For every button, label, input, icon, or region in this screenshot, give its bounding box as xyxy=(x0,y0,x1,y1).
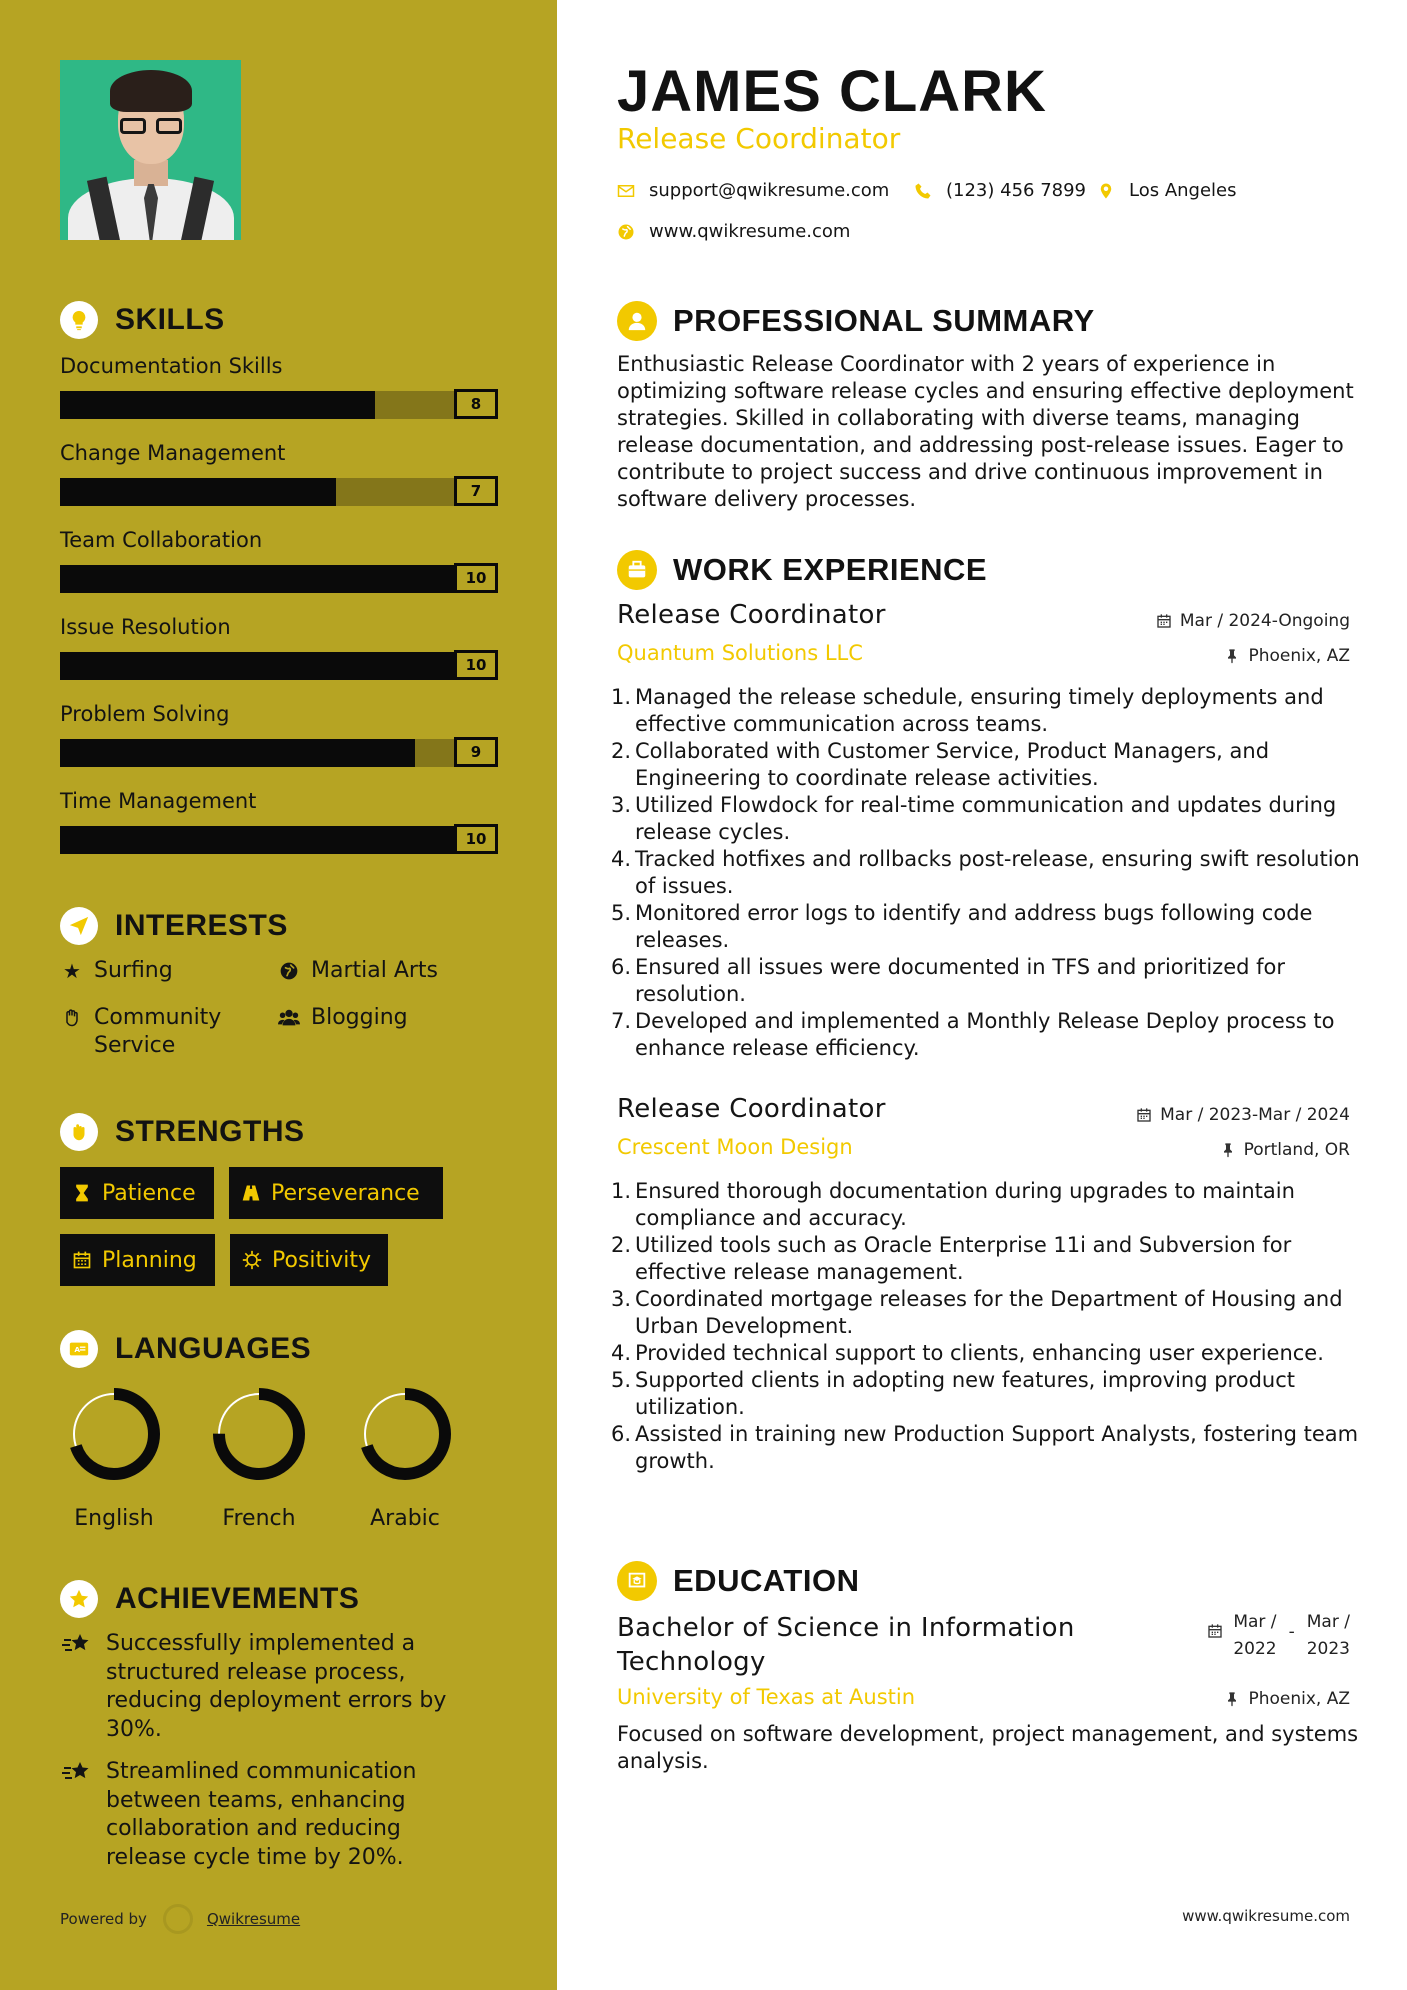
job-location-text: Phoenix, AZ xyxy=(1248,646,1350,666)
start-month: Mar / xyxy=(1233,1612,1277,1632)
lightbulb-icon xyxy=(60,301,98,339)
duty-item: Tracked hotfixes and rollbacks post-release, ensuring swift resolution of issues. xyxy=(635,847,1360,898)
skill-bar-fill xyxy=(60,478,336,506)
job-duties xyxy=(617,684,1377,1062)
interest-item xyxy=(60,1004,260,1060)
languages-title: LANGUAGES xyxy=(115,1332,312,1365)
brand-link[interactable]: Qwikresume xyxy=(206,1910,301,1928)
skill-item xyxy=(60,699,498,761)
duty-item: Collaborated with Customer Service, Product Managers, and Engineering to coordinate release activities. xyxy=(635,739,1270,790)
contact-email xyxy=(617,180,889,201)
strength-label: Positivity xyxy=(272,1247,372,1273)
hourglass-icon xyxy=(72,1183,92,1203)
languages-heading xyxy=(60,1330,311,1368)
duty-item: Managed the release schedule, ensuring timely deployments and effective communication across teams. xyxy=(635,685,1324,736)
education-title: EDUCATION xyxy=(673,1563,860,1598)
achievements-heading xyxy=(60,1580,359,1618)
skill-item xyxy=(60,786,498,848)
job-dates-text: Mar / 2024-Ongoing xyxy=(1179,611,1350,631)
svg-text:A: A xyxy=(74,1344,81,1354)
skill-bar xyxy=(60,478,498,506)
briefcase-icon xyxy=(617,550,657,590)
skill-label: Team Collaboration xyxy=(60,528,263,552)
job-location-text: Portland, OR xyxy=(1243,1140,1350,1160)
calendar-icon xyxy=(1207,1623,1223,1639)
globe-icon xyxy=(617,223,635,241)
calendar-icon xyxy=(1156,613,1172,629)
interest-label: Blogging xyxy=(311,1005,408,1030)
education-end xyxy=(1307,1609,1350,1663)
language-label: Arabic xyxy=(370,1506,440,1531)
language-item xyxy=(211,1386,307,1531)
powered-by xyxy=(60,1904,300,1934)
achievement-item xyxy=(60,1630,480,1744)
achievement-item xyxy=(60,1758,480,1872)
hand-icon xyxy=(60,1004,84,1032)
duty-item: Utilized Flowdock for real-time communication and updates during release cycles. xyxy=(635,793,1337,844)
strengths-title: STRENGTHS xyxy=(115,1115,305,1148)
interest-item xyxy=(60,957,173,985)
skill-bar xyxy=(60,565,498,593)
start-year: 2022 xyxy=(1233,1639,1277,1659)
date-separator: - xyxy=(1288,1622,1295,1642)
fist-icon xyxy=(60,1113,98,1151)
language-item xyxy=(66,1386,162,1531)
duty-item: Supported clients in adopting new features, improving product utilization. xyxy=(635,1368,1295,1419)
sidebar xyxy=(0,0,557,1990)
contact-location xyxy=(1097,180,1237,201)
contact-website xyxy=(617,221,850,242)
education-start xyxy=(1233,1609,1276,1663)
job-location xyxy=(1220,1140,1350,1160)
duty-item: Coordinated mortgage releases for the Department of Housing and Urban Development. xyxy=(635,1287,1343,1338)
road-icon xyxy=(241,1183,261,1203)
graduation-icon xyxy=(617,1561,657,1601)
skill-label: Problem Solving xyxy=(60,702,230,726)
skill-item xyxy=(60,351,498,413)
skills-title: SKILLS xyxy=(115,303,225,336)
skill-item xyxy=(60,438,498,500)
language-card-icon xyxy=(60,1330,98,1368)
degree-title: Bachelor of Science in Information Technology xyxy=(617,1613,1075,1677)
qwikresume-logo-icon xyxy=(163,1904,193,1934)
interests-title: INTERESTS xyxy=(115,909,288,942)
location-text: Los Angeles xyxy=(1129,180,1237,201)
skill-label: Time Management xyxy=(60,789,257,813)
interest-label: Community Service xyxy=(94,1005,222,1058)
strength-chip xyxy=(230,1234,388,1286)
pushpin-icon xyxy=(1220,1142,1236,1158)
interest-label: Martial Arts xyxy=(311,958,439,983)
skill-bar-fill xyxy=(60,826,454,854)
strength-chip xyxy=(60,1167,214,1219)
duty-item: Ensured thorough documentation during upgrades to maintain compliance and accuracy. xyxy=(635,1179,1295,1230)
skill-level: 8 xyxy=(454,389,498,419)
skill-item xyxy=(60,525,498,587)
sun-icon xyxy=(242,1250,262,1270)
job-dates xyxy=(1136,1105,1350,1125)
skill-bar-fill xyxy=(60,652,454,680)
footer-url[interactable]: www.qwikresume.com xyxy=(1182,1907,1350,1925)
job-company: Quantum Solutions LLC xyxy=(617,641,863,665)
skill-level: 10 xyxy=(454,563,498,593)
duty-item: Monitored error logs to identify and address bugs following code releases. xyxy=(635,901,1313,952)
summary-title: PROFESSIONAL SUMMARY xyxy=(673,303,1095,338)
users-icon xyxy=(277,1004,301,1032)
education-description: Focused on software development, project management, and systems analysis. xyxy=(617,1722,1359,1773)
language-label: French xyxy=(222,1506,296,1531)
language-ring xyxy=(211,1386,307,1482)
user-icon xyxy=(617,301,657,341)
education-location xyxy=(1224,1689,1350,1709)
skill-level: 10 xyxy=(454,824,498,854)
duty-item: Assisted in training new Production Support Analysts, fostering team growth. xyxy=(635,1422,1359,1473)
skill-bar-fill xyxy=(60,391,375,419)
star-badge-icon xyxy=(60,1580,98,1618)
calendar-icon xyxy=(1136,1107,1152,1123)
interests-heading xyxy=(60,907,288,945)
strength-label: Perseverance xyxy=(271,1180,420,1206)
skill-level: 9 xyxy=(454,737,498,767)
language-label: English xyxy=(74,1506,154,1531)
website-text[interactable]: www.qwikresume.com xyxy=(649,221,851,242)
duty-item: Provided technical support to clients, enhancing user experience. xyxy=(635,1341,1324,1365)
experience-title: WORK EXPERIENCE xyxy=(673,552,988,587)
skill-bar xyxy=(60,391,498,419)
school-name: University of Texas at Austin xyxy=(617,1685,916,1709)
skill-level: 10 xyxy=(454,650,498,680)
experience-heading xyxy=(617,550,987,590)
duty-item: Ensured all issues were documented in TFS and prioritized for resolution. xyxy=(635,955,1285,1006)
email-text[interactable]: support@qwikresume.com xyxy=(649,180,890,201)
skill-bar xyxy=(60,652,498,680)
job-duties xyxy=(617,1178,1377,1475)
summary-heading xyxy=(617,301,1095,341)
skill-bar-fill xyxy=(60,739,415,767)
achievements-title: ACHIEVEMENTS xyxy=(115,1582,360,1615)
end-year: 2023 xyxy=(1306,1639,1350,1659)
job-title: Release Coordinator xyxy=(617,1094,886,1124)
language-ring xyxy=(357,1386,453,1482)
phone-icon xyxy=(914,182,932,200)
achievement-text: Streamlined communication between teams, enhancing collaboration and reducing release cycle time by 20%. xyxy=(106,1759,417,1870)
skill-label: Issue Resolution xyxy=(60,615,231,639)
strengths-heading xyxy=(60,1113,305,1151)
strength-label: Patience xyxy=(102,1180,196,1206)
map-pin-icon xyxy=(1097,182,1115,200)
star-icon: ★ xyxy=(63,959,81,983)
shooting-star-icon xyxy=(60,1630,96,1658)
duty-item: Developed and implemented a Monthly Release Deploy process to enhance release efficiency. xyxy=(635,1009,1335,1060)
pushpin-icon xyxy=(1224,1691,1240,1707)
skill-bar-fill xyxy=(60,565,454,593)
education-dates xyxy=(1207,1609,1350,1663)
shooting-star-icon xyxy=(60,1758,96,1786)
achievement-text: Successfully implemented a structured release process, reducing deployment errors by 30%. xyxy=(106,1631,447,1742)
skill-label: Change Management xyxy=(60,441,286,465)
education-location-text: Phoenix, AZ xyxy=(1248,1689,1350,1709)
skill-label: Documentation Skills xyxy=(60,354,283,378)
strength-label: Planning xyxy=(102,1247,197,1273)
envelope-icon xyxy=(617,182,635,200)
language-item xyxy=(357,1386,453,1531)
job-dates-text: Mar / 2023-Mar / 2024 xyxy=(1160,1105,1350,1125)
interest-item xyxy=(277,957,438,985)
skill-bar xyxy=(60,739,498,767)
candidate-title: Release Coordinator xyxy=(617,122,901,155)
skill-level: 7 xyxy=(454,476,498,506)
strength-chip xyxy=(229,1167,443,1219)
skill-bar xyxy=(60,826,498,854)
main-content xyxy=(557,0,1407,1990)
profile-photo xyxy=(60,60,241,240)
calendar-icon xyxy=(72,1250,92,1270)
powered-by-label: Powered by xyxy=(60,1910,147,1928)
paper-plane-icon xyxy=(60,907,98,945)
summary-text: Enthusiastic Release Coordinator with 2 years of experience in optimizing software release cycles and ensuring effective deployment strategies. Skilled in collaborating with diverse teams, managing release documentation, and addressing post-release issues. Eager to contribute to project success and drive continuous improvement in software delivery processes. xyxy=(617,352,1354,511)
interest-label: Surfing xyxy=(94,958,173,983)
job-dates xyxy=(1156,611,1350,631)
education-heading xyxy=(617,1561,859,1601)
skill-item xyxy=(60,612,498,674)
skills-heading xyxy=(60,301,225,339)
pushpin-icon xyxy=(1224,648,1240,664)
interest-item xyxy=(277,1004,408,1032)
duty-item: Utilized tools such as Oracle Enterprise 11i and Subversion for effective release management. xyxy=(635,1233,1292,1284)
globe-icon xyxy=(277,957,301,985)
candidate-name: JAMES CLARK xyxy=(617,59,1047,124)
phone-text[interactable]: (123) 456 7899 xyxy=(946,180,1087,201)
contact-phone xyxy=(914,180,1086,201)
job-location xyxy=(1224,646,1350,666)
language-ring xyxy=(66,1386,162,1482)
strength-chip xyxy=(60,1234,215,1286)
job-company: Crescent Moon Design xyxy=(617,1135,853,1159)
end-month: Mar / xyxy=(1306,1612,1350,1632)
job-title: Release Coordinator xyxy=(617,600,886,630)
